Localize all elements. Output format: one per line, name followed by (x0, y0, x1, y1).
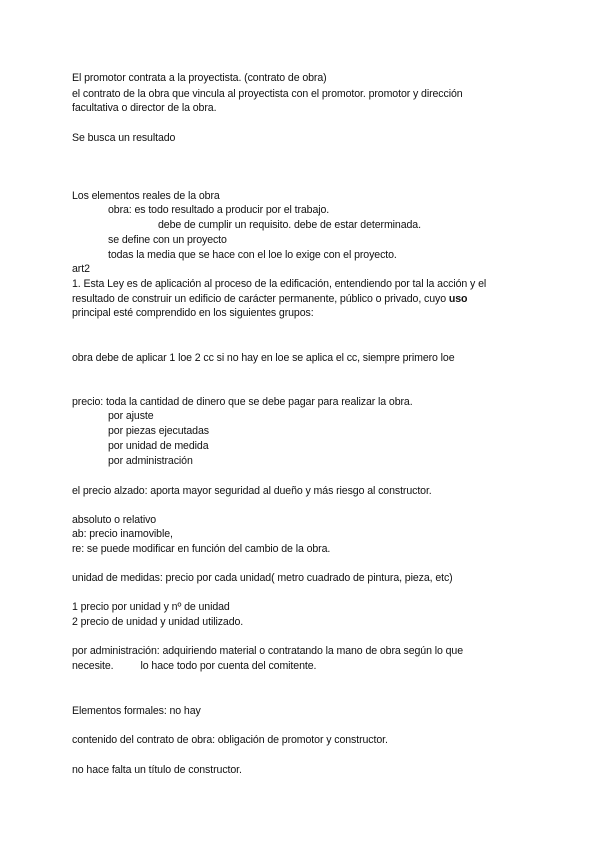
text-line: el contrato de la obra que vincula al proyectista con el promotor. promotor y dirección (72, 88, 463, 100)
text-line: se define con un proyecto (108, 234, 227, 246)
list-item: por ajuste (108, 410, 154, 422)
list-item: por unidad de medida (108, 440, 209, 452)
text-line: art2 (72, 263, 90, 275)
section-heading: Elementos formales: no hay (72, 705, 201, 717)
text-line: unidad de medidas: precio por cada unidad( metro cuadrado de pintura, pieza, etc) (72, 572, 453, 584)
text-line: principal esté comprendido en los siguientes grupos: (72, 307, 314, 319)
text-line: 1 precio por unidad y nº de unidad (72, 601, 230, 613)
text-line: ab: precio inamovible, (72, 528, 173, 540)
text-line: contenido del contrato de obra: obligación de promotor y constructor. (72, 734, 388, 746)
text-line: re: se puede modificar en función del cambio de la obra. (72, 543, 331, 555)
text-line: El promotor contrata a la proyectista. (contrato de obra) (72, 72, 327, 84)
text-span: resultado de construir un edificio de carácter permanente, público o privado, cuyo (72, 293, 449, 305)
text-line: precio: toda la cantidad de dinero que se debe pagar para realizar la obra. (72, 396, 413, 408)
list-item: por piezas ejecutadas (108, 425, 209, 437)
text-line: todas la media que se hace con el loe lo exige con el proyecto. (108, 249, 397, 261)
text-line (72, 659, 316, 673)
text-line: obra: es todo resultado a producir por el trabajo. (108, 204, 330, 216)
text-line: 1. Esta Ley es de aplicación al proceso de la edificación, entendiendo por tal la acción y el (72, 278, 487, 290)
text-line: no hace falta un título de constructor. (72, 764, 242, 776)
text-line: 2 precio de unidad y unidad utilizado. (72, 616, 244, 628)
text-line: absoluto o relativo (72, 514, 157, 526)
list-item: por administración (108, 455, 193, 467)
text-line: facultativa o director de la obra. (72, 102, 217, 114)
text-line: obra debe de aplicar 1 loe 2 cc si no hay en loe se aplica el cc, siempre primero loe (72, 352, 455, 364)
text-line (72, 292, 467, 306)
text-line: Se busca un resultado (72, 132, 176, 144)
text-span: lo hace todo por cuenta del comitente. (140, 660, 317, 672)
text-line: por administración: adquiriendo material o contratando la mano de obra según lo que (72, 645, 463, 657)
text-line: el precio alzado: aporta mayor seguridad al dueño y más riesgo al constructor. (72, 485, 432, 497)
text-line: debe de cumplir un requisito. debe de estar determinada. (158, 219, 421, 231)
text-span: necesite. (72, 660, 114, 672)
section-heading: Los elementos reales de la obra (72, 190, 220, 202)
bold-word: uso (448, 293, 468, 305)
